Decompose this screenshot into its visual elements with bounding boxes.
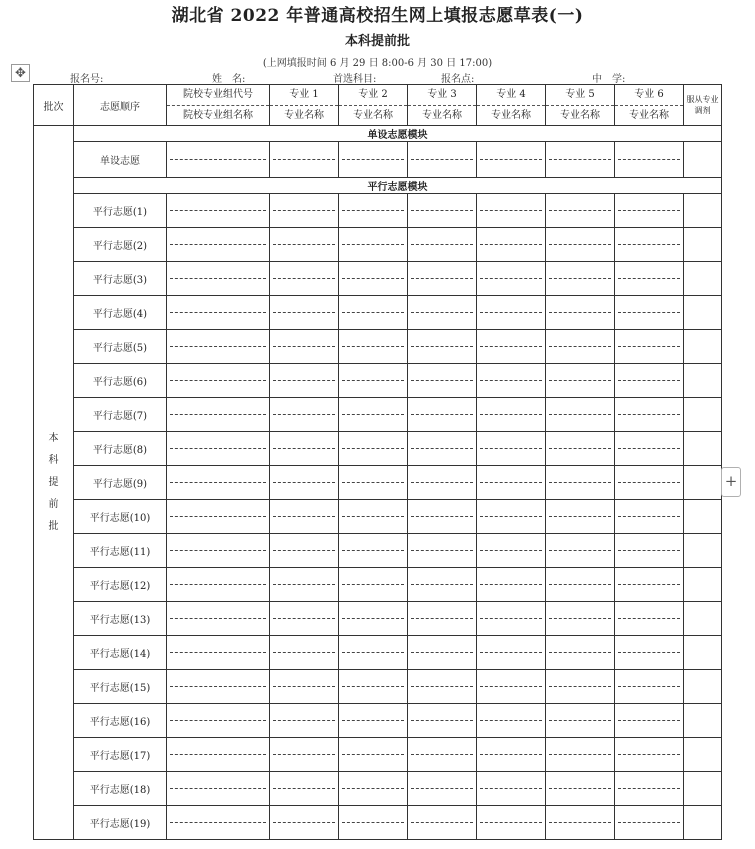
parallel-volunteer-9-entry-2[interactable]: [339, 466, 408, 500]
volunteer-row: [34, 364, 722, 398]
parallel-volunteer-8-entry-0[interactable]: [167, 432, 270, 466]
parallel-volunteer-2: 平行志愿(2): [74, 228, 167, 262]
parallel-volunteer-10-entry-5[interactable]: [546, 500, 615, 534]
parallel-volunteer-6-entry-5[interactable]: [546, 364, 615, 398]
parallel-volunteer-17-entry-2[interactable]: [339, 738, 408, 772]
parallel-volunteer-5-entry-6[interactable]: [615, 330, 684, 364]
header-order: 志愿顺序: [74, 85, 167, 126]
parallel-volunteer-16-adjust-cell[interactable]: [684, 704, 722, 738]
section-single-module-row: [34, 126, 722, 142]
parallel-volunteer-9-entry-4[interactable]: [477, 466, 546, 500]
parallel-volunteer-1-entry-5[interactable]: [546, 194, 615, 228]
parallel-volunteer-7-entry-5[interactable]: [546, 398, 615, 432]
parallel-volunteer-10-entry-2[interactable]: [339, 500, 408, 534]
volunteer-row: [34, 704, 722, 738]
parallel-volunteer-7-entry-1[interactable]: [270, 398, 339, 432]
major-name-label-2: 专业名称: [353, 110, 393, 121]
parallel-volunteer-19-entry-2[interactable]: [339, 806, 408, 840]
add-row-button[interactable]: [721, 467, 741, 497]
parallel-volunteer-5-entry-0[interactable]: [167, 330, 270, 364]
parallel-volunteer-3: 平行志愿(3): [74, 262, 167, 296]
volunteer-row: [34, 670, 722, 704]
parallel-volunteer-19-entry-1[interactable]: [270, 806, 339, 840]
parallel-volunteer-12-adjust-cell[interactable]: [684, 568, 722, 602]
parallel-volunteer-11-entry-4[interactable]: [477, 534, 546, 568]
parallel-volunteer-15-entry-4[interactable]: [477, 670, 546, 704]
section-parallel-module: 平行志愿模块: [74, 178, 722, 194]
parallel-volunteer-10: 平行志愿(10): [74, 500, 167, 534]
parallel-volunteer-11-entry-5[interactable]: [546, 534, 615, 568]
parallel-volunteer-14-entry-1[interactable]: [270, 636, 339, 670]
parallel-volunteer-17: 平行志愿(17): [74, 738, 167, 772]
volunteer-row: [34, 194, 722, 228]
parallel-volunteer-16-entry-2[interactable]: [339, 704, 408, 738]
parallel-volunteer-14-entry-0[interactable]: [167, 636, 270, 670]
parallel-volunteer-4-entry-4[interactable]: [477, 296, 546, 330]
parallel-volunteer-18-entry-2[interactable]: [339, 772, 408, 806]
parallel-volunteer-17-entry-5[interactable]: [546, 738, 615, 772]
volunteer-row: [34, 772, 722, 806]
parallel-volunteer-14-entry-5[interactable]: [546, 636, 615, 670]
parallel-volunteer-5-entry-5[interactable]: [546, 330, 615, 364]
volunteer-table: [33, 84, 722, 840]
parallel-volunteer-5-entry-1[interactable]: [270, 330, 339, 364]
parallel-volunteer-3-entry-3[interactable]: [408, 262, 477, 296]
header-group-code: 院校专业组代号: [167, 85, 269, 106]
parallel-volunteer-4-entry-3[interactable]: [408, 296, 477, 330]
section-parallel-module-row: [34, 178, 722, 194]
parallel-volunteer-4-entry-5[interactable]: [546, 296, 615, 330]
parallel-volunteer-14-entry-2[interactable]: [339, 636, 408, 670]
parallel-volunteer-15-entry-6[interactable]: [615, 670, 684, 704]
parallel-volunteer-3-entry-2[interactable]: [339, 262, 408, 296]
parallel-volunteer-1-entry-4[interactable]: [477, 194, 546, 228]
header-major-6: [615, 85, 684, 126]
parallel-volunteer-6-entry-0[interactable]: [167, 364, 270, 398]
parallel-volunteer-10-entry-1[interactable]: [270, 500, 339, 534]
parallel-volunteer-2-entry-6[interactable]: [615, 228, 684, 262]
parallel-volunteer-15-entry-1[interactable]: [270, 670, 339, 704]
page-subtitle: 本科提前批: [344, 34, 410, 49]
volunteer-row: [34, 262, 722, 296]
parallel-volunteer-4-entry-0[interactable]: [167, 296, 270, 330]
parallel-volunteer-14-entry-4[interactable]: [477, 636, 546, 670]
parallel-volunteer-13-entry-2[interactable]: [339, 602, 408, 636]
volunteer-row: [34, 602, 722, 636]
major-label-5: 专业 5: [546, 85, 614, 106]
parallel-volunteer-18-entry-6[interactable]: [615, 772, 684, 806]
parallel-volunteer-16-entry-5[interactable]: [546, 704, 615, 738]
parallel-volunteer-13-entry-6[interactable]: [615, 602, 684, 636]
volunteer-row: [34, 500, 722, 534]
section-single-module: 单设志愿模块: [74, 126, 722, 142]
parallel-volunteer-5-entry-3[interactable]: [408, 330, 477, 364]
school-label: 中 学:: [592, 74, 626, 85]
parallel-volunteer-7-adjust-cell[interactable]: [684, 398, 722, 432]
volunteer-row: [34, 806, 722, 840]
parallel-volunteer-16-entry-1[interactable]: [270, 704, 339, 738]
parallel-volunteer-17-adjust-cell[interactable]: [684, 738, 722, 772]
single-volunteer-entry-1[interactable]: [270, 142, 339, 178]
parallel-volunteer-1-entry-3[interactable]: [408, 194, 477, 228]
parallel-volunteer-19-entry-0[interactable]: [167, 806, 270, 840]
parallel-volunteer-9-entry-0[interactable]: [167, 466, 270, 500]
parallel-volunteer-8: 平行志愿(8): [74, 432, 167, 466]
parallel-volunteer-17-entry-0[interactable]: [167, 738, 270, 772]
major-label-1: 专业 1: [270, 85, 338, 106]
header-major-1: [270, 85, 339, 126]
single-volunteer-adjust-cell[interactable]: [684, 142, 722, 178]
parallel-volunteer-13-entry-5[interactable]: [546, 602, 615, 636]
parallel-volunteer-12-entry-0[interactable]: [167, 568, 270, 602]
header-major-4: [477, 85, 546, 126]
parallel-volunteer-3-entry-6[interactable]: [615, 262, 684, 296]
parallel-volunteer-10-entry-6[interactable]: [615, 500, 684, 534]
parallel-volunteer-11-entry-1[interactable]: [270, 534, 339, 568]
parallel-volunteer-15-entry-5[interactable]: [546, 670, 615, 704]
parallel-volunteer-8-entry-6[interactable]: [615, 432, 684, 466]
major-label-4: 专业 4: [477, 85, 545, 106]
volunteer-row: [34, 466, 722, 500]
volunteer-row: [34, 398, 722, 432]
parallel-volunteer-2-adjust-cell[interactable]: [684, 228, 722, 262]
parallel-volunteer-13-adjust-cell[interactable]: [684, 602, 722, 636]
major-label-3: 专业 3: [408, 85, 476, 106]
parallel-volunteer-17-entry-6[interactable]: [615, 738, 684, 772]
parallel-volunteer-13: 平行志愿(13): [74, 602, 167, 636]
parallel-volunteer-8-entry-1[interactable]: [270, 432, 339, 466]
parallel-volunteer-9-adjust-cell[interactable]: [684, 466, 722, 500]
parallel-volunteer-19-adjust-cell[interactable]: [684, 806, 722, 840]
parallel-volunteer-15-entry-2[interactable]: [339, 670, 408, 704]
filing-time-note: (上网填报时间 6 月 29 日 8:00-6 月 30 日 17:00): [262, 58, 493, 69]
volunteer-row: [34, 568, 722, 602]
parallel-volunteer-16-entry-4[interactable]: [477, 704, 546, 738]
parallel-volunteer-12-entry-5[interactable]: [546, 568, 615, 602]
parallel-volunteer-14: 平行志愿(14): [74, 636, 167, 670]
parallel-volunteer-6-adjust-cell[interactable]: [684, 364, 722, 398]
parallel-volunteer-12-entry-2[interactable]: [339, 568, 408, 602]
parallel-volunteer-3-entry-1[interactable]: [270, 262, 339, 296]
parallel-volunteer-7-entry-4[interactable]: [477, 398, 546, 432]
move-icon: ✥: [15, 66, 26, 81]
parallel-volunteer-18-entry-4[interactable]: [477, 772, 546, 806]
parallel-volunteer-15: 平行志愿(15): [74, 670, 167, 704]
parallel-volunteer-2-entry-2[interactable]: [339, 228, 408, 262]
single-volunteer: 单设志愿: [74, 142, 167, 178]
parallel-volunteer-1-entry-6[interactable]: [615, 194, 684, 228]
parallel-volunteer-1-entry-1[interactable]: [270, 194, 339, 228]
parallel-volunteer-14-entry-6[interactable]: [615, 636, 684, 670]
parallel-volunteer-5: 平行志愿(5): [74, 330, 167, 364]
parallel-volunteer-10-entry-4[interactable]: [477, 500, 546, 534]
page-title: 湖北省 2022 年普通高校招生网上填报志愿草表(一): [171, 6, 584, 26]
parallel-volunteer-8-entry-3[interactable]: [408, 432, 477, 466]
parallel-volunteer-1: 平行志愿(1): [74, 194, 167, 228]
parallel-volunteer-6-entry-1[interactable]: [270, 364, 339, 398]
parallel-volunteer-5-entry-4[interactable]: [477, 330, 546, 364]
header-row: [34, 85, 722, 126]
major-label-2: 专业 2: [339, 85, 407, 106]
single-volunteer-entry-2[interactable]: [339, 142, 408, 178]
parallel-volunteer-8-adjust-cell[interactable]: [684, 432, 722, 466]
parallel-volunteer-18: 平行志愿(18): [74, 772, 167, 806]
parallel-volunteer-8-entry-2[interactable]: [339, 432, 408, 466]
parallel-volunteer-12-entry-1[interactable]: [270, 568, 339, 602]
header-group-name: 院校专业组名称: [183, 110, 253, 121]
parallel-volunteer-2-entry-3[interactable]: [408, 228, 477, 262]
parallel-volunteer-9: 平行志愿(9): [74, 466, 167, 500]
parallel-volunteer-11-entry-6[interactable]: [615, 534, 684, 568]
volunteer-row: [34, 432, 722, 466]
name-label: 姓 名:: [212, 74, 246, 85]
reg-no-label: 报名号:: [70, 74, 104, 85]
parallel-volunteer-19-entry-3[interactable]: [408, 806, 477, 840]
plus-icon: +: [724, 472, 738, 490]
parallel-volunteer-2-entry-4[interactable]: [477, 228, 546, 262]
parallel-volunteer-16: 平行志愿(16): [74, 704, 167, 738]
header-batch: 批次: [34, 85, 74, 126]
parallel-volunteer-13-entry-1[interactable]: [270, 602, 339, 636]
major-name-label-6: 专业名称: [629, 110, 669, 121]
parallel-volunteer-2-entry-1[interactable]: [270, 228, 339, 262]
parallel-volunteer-5-entry-2[interactable]: [339, 330, 408, 364]
volunteer-row: [34, 142, 722, 178]
parallel-volunteer-10-entry-3[interactable]: [408, 500, 477, 534]
parallel-volunteer-7-entry-0[interactable]: [167, 398, 270, 432]
parallel-volunteer-18-adjust-cell[interactable]: [684, 772, 722, 806]
single-volunteer-entry-6[interactable]: [615, 142, 684, 178]
parallel-volunteer-3-entry-0[interactable]: [167, 262, 270, 296]
parallel-volunteer-6-entry-4[interactable]: [477, 364, 546, 398]
volunteer-row: [34, 228, 722, 262]
parallel-volunteer-4-adjust-cell[interactable]: [684, 296, 722, 330]
parallel-volunteer-19-entry-5[interactable]: [546, 806, 615, 840]
major-name-label-3: 专业名称: [422, 110, 462, 121]
parallel-volunteer-11-entry-3[interactable]: [408, 534, 477, 568]
parallel-volunteer-16-entry-0[interactable]: [167, 704, 270, 738]
parallel-volunteer-5-adjust-cell[interactable]: [684, 330, 722, 364]
parallel-volunteer-12-entry-6[interactable]: [615, 568, 684, 602]
site-label: 报名点:: [441, 74, 475, 85]
parallel-volunteer-15-adjust-cell[interactable]: [684, 670, 722, 704]
header-adjust: [684, 85, 722, 126]
parallel-volunteer-4: 平行志愿(4): [74, 296, 167, 330]
parallel-volunteer-3-entry-4[interactable]: [477, 262, 546, 296]
major-label-6: 专业 6: [615, 85, 683, 106]
subject-label: 首选科目:: [333, 74, 377, 85]
parallel-volunteer-2-entry-5[interactable]: [546, 228, 615, 262]
parallel-volunteer-12: 平行志愿(12): [74, 568, 167, 602]
parallel-volunteer-19-entry-6[interactable]: [615, 806, 684, 840]
parallel-volunteer-18-entry-3[interactable]: [408, 772, 477, 806]
parallel-volunteer-18-entry-1[interactable]: [270, 772, 339, 806]
parallel-volunteer-8-entry-5[interactable]: [546, 432, 615, 466]
single-volunteer-entry-4[interactable]: [477, 142, 546, 178]
parallel-volunteer-18-entry-5[interactable]: [546, 772, 615, 806]
volunteer-row: [34, 534, 722, 568]
header-major-5: [546, 85, 615, 126]
parallel-volunteer-2-entry-0[interactable]: [167, 228, 270, 262]
parallel-volunteer-3-adjust-cell[interactable]: [684, 262, 722, 296]
volunteer-row: [34, 636, 722, 670]
parallel-volunteer-4-entry-2[interactable]: [339, 296, 408, 330]
header-major-3: [408, 85, 477, 126]
parallel-volunteer-1-entry-0[interactable]: [167, 194, 270, 228]
major-name-label-5: 专业名称: [560, 110, 600, 121]
volunteer-row: [34, 330, 722, 364]
parallel-volunteer-10-adjust-cell[interactable]: [684, 500, 722, 534]
parallel-volunteer-7-entry-2[interactable]: [339, 398, 408, 432]
single-volunteer-entry-3[interactable]: [408, 142, 477, 178]
parallel-volunteer-14-adjust-cell[interactable]: [684, 636, 722, 670]
parallel-volunteer-19: 平行志愿(19): [74, 806, 167, 840]
batch-label: 本科提前批: [48, 432, 59, 532]
volunteer-row: [34, 296, 722, 330]
header-group: [167, 85, 270, 126]
parallel-volunteer-10-entry-0[interactable]: [167, 500, 270, 534]
parallel-volunteer-16-entry-6[interactable]: [615, 704, 684, 738]
adjust-label: 服从专业调剂: [686, 95, 719, 115]
parallel-volunteer-4-entry-1[interactable]: [270, 296, 339, 330]
parallel-volunteer-17-entry-4[interactable]: [477, 738, 546, 772]
parallel-volunteer-6-entry-2[interactable]: [339, 364, 408, 398]
single-volunteer-entry-5[interactable]: [546, 142, 615, 178]
parallel-volunteer-4-entry-6[interactable]: [615, 296, 684, 330]
volunteer-row: [34, 738, 722, 772]
parallel-volunteer-6-entry-3[interactable]: [408, 364, 477, 398]
parallel-volunteer-6-entry-6[interactable]: [615, 364, 684, 398]
parallel-volunteer-11-entry-2[interactable]: [339, 534, 408, 568]
parallel-volunteer-19-entry-4[interactable]: [477, 806, 546, 840]
parallel-volunteer-11: 平行志愿(11): [74, 534, 167, 568]
single-volunteer-entry-0[interactable]: [167, 142, 270, 178]
parallel-volunteer-16-entry-3[interactable]: [408, 704, 477, 738]
parallel-volunteer-12-entry-4[interactable]: [477, 568, 546, 602]
parallel-volunteer-11-entry-0[interactable]: [167, 534, 270, 568]
major-name-label-1: 专业名称: [284, 110, 324, 121]
parallel-volunteer-7-entry-3[interactable]: [408, 398, 477, 432]
parallel-volunteer-17-entry-1[interactable]: [270, 738, 339, 772]
parallel-volunteer-8-entry-4[interactable]: [477, 432, 546, 466]
parallel-volunteer-9-entry-1[interactable]: [270, 466, 339, 500]
parallel-volunteer-12-entry-3[interactable]: [408, 568, 477, 602]
parallel-volunteer-15-entry-3[interactable]: [408, 670, 477, 704]
table-move-handle[interactable]: [11, 64, 30, 82]
parallel-volunteer-7-entry-6[interactable]: [615, 398, 684, 432]
parallel-volunteer-3-entry-5[interactable]: [546, 262, 615, 296]
header-major-2: [339, 85, 408, 126]
parallel-volunteer-11-adjust-cell[interactable]: [684, 534, 722, 568]
parallel-volunteer-13-entry-3[interactable]: [408, 602, 477, 636]
parallel-volunteer-13-entry-0[interactable]: [167, 602, 270, 636]
parallel-volunteer-9-entry-5[interactable]: [546, 466, 615, 500]
parallel-volunteer-14-entry-3[interactable]: [408, 636, 477, 670]
parallel-volunteer-15-entry-0[interactable]: [167, 670, 270, 704]
parallel-volunteer-17-entry-3[interactable]: [408, 738, 477, 772]
parallel-volunteer-6: 平行志愿(6): [74, 364, 167, 398]
parallel-volunteer-1-entry-2[interactable]: [339, 194, 408, 228]
parallel-volunteer-7: 平行志愿(7): [74, 398, 167, 432]
parallel-volunteer-9-entry-3[interactable]: [408, 466, 477, 500]
parallel-volunteer-13-entry-4[interactable]: [477, 602, 546, 636]
parallel-volunteer-9-entry-6[interactable]: [615, 466, 684, 500]
batch-cell: [34, 126, 74, 840]
parallel-volunteer-18-entry-0[interactable]: [167, 772, 270, 806]
major-name-label-4: 专业名称: [491, 110, 531, 121]
parallel-volunteer-1-adjust-cell[interactable]: [684, 194, 722, 228]
